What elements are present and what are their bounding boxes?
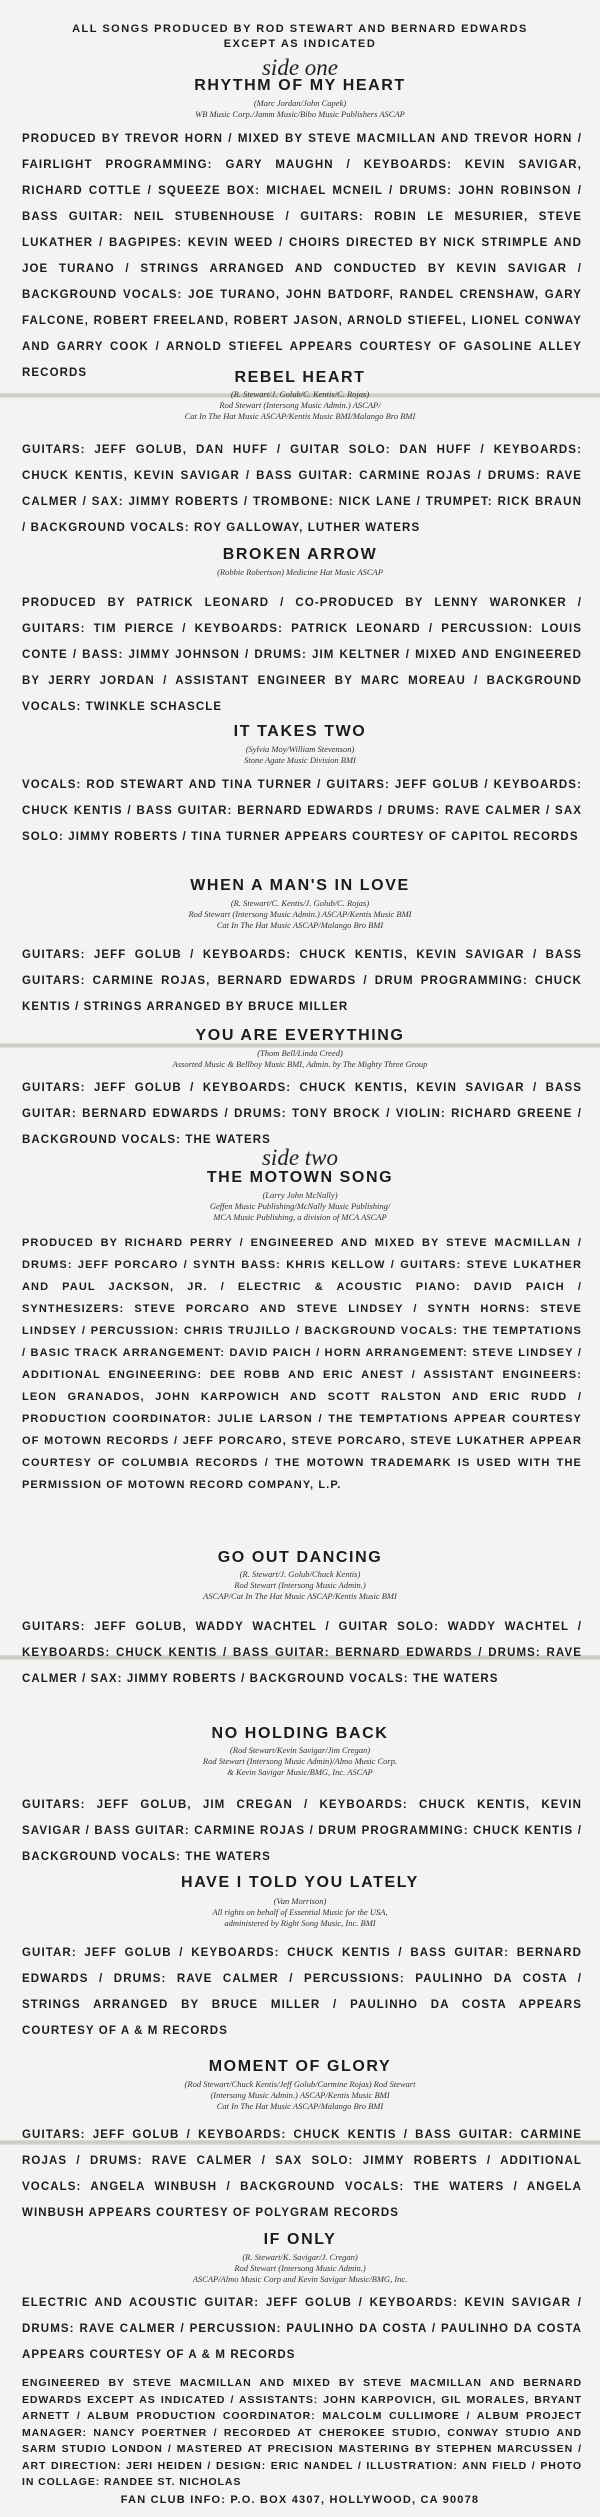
credit-line: (R. Stewart/K. Savigar/J. Cregan) [242, 2252, 358, 2262]
credit-line: (R. Stewart/J. Golub/C. Kentis/C. Rojas) [230, 389, 370, 399]
credit-line: (Rod Stewart/Kevin Savigar/Jim Cregan) [229, 1745, 371, 1755]
credit-line: & Kevin Savigar Music/BMG, Inc. ASCAP [227, 1767, 373, 1777]
credit-line: Cat In The Hat Music ASCAP/Kentis Music BMI/Malango Bro BMI [184, 411, 416, 421]
fan-club-info: FAN CLUB INFO: P.O. BOX 4307, HOLLYWOOD, CA 90078 [120, 2494, 480, 2506]
credit-line: (Robbie Robertson) Medicine Hat Music ASCAP [217, 567, 383, 577]
credit-line: (Rod Stewart/Chuck Kentis/Jeff Golub/Carmine Rojas) Rod Stewart [184, 2079, 416, 2089]
song-credits [80, 744, 520, 766]
credit-line: Assorted Music & Bellboy Music BMI, Admin. by The Mighty Three Group [172, 1059, 428, 1069]
credit-line: Cat In The Hat Music ASCAP/Malango Bro BMI [216, 2101, 384, 2111]
song-credits [80, 1569, 520, 1602]
credit-line: (Intersong Music Admin.) ASCAP/Kentis Music BMI [210, 2090, 390, 2100]
song-title: THE MOTOWN SONG [206, 1169, 394, 1186]
song-title: MOMENT OF GLORY [208, 2058, 392, 2075]
song-title: GO OUT DANCING [217, 1549, 383, 1566]
credit-line: (Van Morrison) [273, 1896, 327, 1906]
side-two-heading: side two [261, 1145, 339, 1170]
song-credits [80, 1190, 520, 1223]
song-title: REBEL HEART [234, 369, 366, 386]
credit-line: Rod Stewart (Intersong Music Admin.) [234, 1580, 366, 1590]
credit-line: (Thom Bell/Linda Creed) [257, 1048, 343, 1058]
song-title: HAVE I TOLD YOU LATELY [181, 1874, 419, 1891]
credit-line: ASCAP/Almo Music Corp and Kevin Savigar Music/BMG, Inc. [192, 2274, 408, 2284]
song-personnel: VOCALS: ROD STEWART AND TINA TURNER / GUITARS: JEFF GOLUB / KEYBOARDS: CHUCK KENTIS / BASS GUITAR: BERNARD EDWARDS / DRUMS: RAVE CALMER / SAX SOLO: JIMMY ROBERTS / TINA TURNER APPEARS COURTESY OF CAPITOL RECORDS [22, 779, 582, 843]
credit-line: Rod Stewart (Intersong Music Admin.) ASCAP/ [219, 400, 381, 410]
credit-line: (R. Stewart/J. Golub/Chuck Kentis) [239, 1569, 361, 1579]
song-personnel: PRODUCED BY TREVOR HORN / MIXED BY STEVE MACMILLAN AND TREVOR HORN / FAIRLIGHT PROGRAMMING: GARY MAUGHN / KEYBOARDS: KEVIN SAVIGAR, RICHARD COTTLE / SQUEEZE BOX: MICHAEL MCNEIL / DRUMS: JOHN ROBINSON / BASS GUITAR: NEIL STUBENHOUSE / GUITARS: ROBIN LE MESURIER, STEVE LUKATHER / BAGPIPES: KEVIN WEED / CHOIRS DIRECTED BY NICK STRIMPLE AND JOE TURANO / STRINGS ARRANGED AND CONDUCTED BY KEVIN SAVIGAR / BACKGROUND VOCALS: JOE TURANO, JOHN BATDORF, RANDEL CRENSHAW, GARY FALCONE, ROBERT FREELAND, ROBERT JASON, ARNOLD STIEFEL, LIONEL CONWAY AND GARRY COOK / ARNOLD STIEFEL APPEARS COURTESY OF GASOLINE ALLEY RECORDS [22, 133, 582, 379]
song-credits [80, 898, 520, 931]
credit-line: Rod Stewart (Intersong Music Admin)/Almo Music Corp. [202, 1756, 398, 1766]
song-title: YOU ARE EVERYTHING [195, 1027, 405, 1044]
song-personnel: ELECTRIC AND ACOUSTIC GUITAR: JEFF GOLUB / KEYBOARDS: KEVIN SAVIGAR / DRUMS: RAVE CALMER / PERCUSSION: PAULINHO DA COSTA / PAULINHO DA COSTA APPEARS COURTESY OF A & M RECORDS [22, 2297, 582, 2361]
song-personnel: PRODUCED BY PATRICK LEONARD / CO-PRODUCED BY LENNY WARONKER / GUITARS: TIM PIERCE / KEYBOARDS: PATRICK LEONARD / PERCUSSION: LOUIS CONTE / BASS: JIMMY JOHNSON / DRUMS: JIM KELTNER / MIXED AND ENGINEERED BY JERRY JORDAN / ASSISTANT ENGINEER BY MARC MOREAU / BACKGROUND VOCALS: TWINKLE SCHASCLE [22, 597, 582, 713]
song-personnel: GUITARS: JEFF GOLUB / KEYBOARDS: CHUCK KENTIS / BASS GUITAR: CARMINE ROJAS / DRUMS: RAVE CALMER / SAX SOLO: JIMMY ROBERTS / ADDITIONAL VOCALS: ANGELA WINBUSH / BACKGROUND VOCALS: THE WATERS / ANGELA WINBUSH APPEARS COURTESY OF POLYGRAM RECORDS [22, 2129, 582, 2219]
credit-line: Stone Agate Music Division BMI [244, 755, 356, 765]
credit-line: administered by Right Song Music, Inc. BMI [224, 1918, 376, 1928]
credit-line: (Marc Jordan/John Capek) [253, 98, 347, 108]
header-line-1: ALL SONGS PRODUCED BY ROD STEWART AND BERNARD EDWARDS [72, 23, 528, 35]
credit-line: Cat In The Hat Music ASCAP/Malango Bro BMI [216, 920, 384, 930]
song-title: WHEN A MAN'S IN LOVE [190, 877, 410, 894]
song-credits [80, 1745, 520, 1778]
song-credits [80, 1048, 520, 1070]
song-title: IT TAKES TWO [233, 723, 367, 740]
song-personnel: GUITARS: JEFF GOLUB / KEYBOARDS: CHUCK KENTIS, KEVIN SAVIGAR / BASS GUITAR: BERNARD EDWARDS / DRUMS: TONY BROCK / VIOLIN: RICHARD GREENE / BACKGROUND VOCALS: THE WATERS [22, 1082, 582, 1146]
credit-line: Geffen Music Publishing/McNally Music Publishing/ [209, 1201, 391, 1211]
credit-line: (Larry John McNally) [262, 1190, 338, 1200]
song-title: IF ONLY [263, 2231, 337, 2248]
credit-line: (Sylvia Moy/William Stevenson) [245, 744, 355, 754]
song-personnel: GUITARS: JEFF GOLUB, JIM CREGAN / KEYBOARDS: CHUCK KENTIS, KEVIN SAVIGAR / BASS GUITAR: CARMINE ROJAS / DRUM PROGRAMMING: CHUCK KENTIS / BACKGROUND VOCALS: THE WATERS [22, 1799, 582, 1863]
song-credits [80, 1896, 520, 1929]
header-line-2: EXCEPT AS INDICATED [223, 38, 377, 50]
credit-line: ASCAP/Cat In The Hat Music ASCAP/Kentis Music BMI [203, 1591, 397, 1601]
song-personnel: GUITARS: JEFF GOLUB, WADDY WACHTEL / GUITAR SOLO: WADDY WACHTEL / KEYBOARDS: CHUCK KENTIS / BASS GUITAR: BERNARD EDWARDS / DRUMS: RAVE CALMER / SAX: JIMMY ROBERTS / BACKGROUND VOCALS: THE WATERS [22, 1621, 582, 1685]
page-header [0, 22, 600, 52]
credit-line: MCA Music Publishing, a division of MCA ASCAP [213, 1212, 387, 1222]
credit-line: WB Music Corp./Jamm Music/Bibo Music Publishers ASCAP [195, 109, 405, 119]
production-credits: ENGINEERED BY STEVE MACMILLAN AND MIXED BY STEVE MACMILLAN AND BERNARD EDWARDS EXCEPT AS INDICATED / ASSISTANTS: JOHN KARPOVICH, GIL MORALES, BRYANT ARNETT / ALBUM PRODUCTION COORDINATOR: MALCOLM CULLIMORE / ALBUM PROJECT MANAGER: NANCY POERTNER / RECORDED AT CHEROKEE STUDIO, CONWAY STUDIO AND SARM STUDIO LONDON / MASTERED AT PRECISION MASTERING BY STEPHEN MARCUSSEN / ART DIRECTION: JERI HEIDEN / DESIGN: ERIC NANDEL / ILLUSTRATION: ANN FIELD / PHOTO IN COLLAGE: RANDEE ST. NICHOLAS [22, 2377, 582, 2488]
credit-line: All rights on behalf of Essential Music for the USA, [212, 1907, 388, 1917]
song-credits [80, 389, 520, 422]
song-personnel: GUITARS: JEFF GOLUB, DAN HUFF / GUITAR SOLO: DAN HUFF / KEYBOARDS: CHUCK KENTIS, KEVIN SAVIGAR / BASS GUITAR: CARMINE ROJAS / DRUMS: RAVE CALMER / SAX: JIMMY ROBERTS / TROMBONE: NICK LANE / TRUMPET: RICK BRAUN / BACKGROUND VOCALS: ROY GALLOWAY, LUTHER WATERS [22, 444, 582, 534]
song-credits [80, 98, 520, 120]
credit-line: (R. Stewart/C. Kentis/J. Golub/C. Rojas) [230, 898, 370, 908]
song-credits [80, 2079, 520, 2112]
song-title: RHYTHM OF MY HEART [194, 77, 406, 94]
credit-line: Rod Stewart (Intersong Music Admin.) [234, 2263, 366, 2273]
song-personnel: GUITAR: JEFF GOLUB / KEYBOARDS: CHUCK KENTIS / BASS GUITAR: BERNARD EDWARDS / DRUMS: RAVE CALMER / PERCUSSIONS: PAULINHO DA COSTA / STRINGS ARRANGED BY BRUCE MILLER / PAULINHO DA COSTA APPEARS COURTESY OF A & M RECORDS [22, 1947, 582, 2037]
credit-line: Rod Stewart (Intersong Music Admin.) ASCAP/Kentis Music BMI [188, 909, 412, 919]
song-title: BROKEN ARROW [222, 546, 378, 563]
song-personnel: GUITARS: JEFF GOLUB / KEYBOARDS: CHUCK KENTIS, KEVIN SAVIGAR / BASS GUITARS: CARMINE ROJAS, BERNARD EDWARDS / DRUM PROGRAMMING: CHUCK KENTIS / STRINGS ARRANGED BY BRUCE MILLER [22, 949, 582, 1013]
song-credits [80, 2252, 520, 2285]
song-title: NO HOLDING BACK [211, 1725, 389, 1742]
song-personnel: PRODUCED BY RICHARD PERRY / ENGINEERED AND MIXED BY STEVE MACMILLAN / DRUMS: JEFF PORCARO / SYNTH BASS: KHRIS KELLOW / GUITARS: STEVE LUKATHER AND PAUL JACKSON, JR. / ELECTRIC & ACOUSTIC PIANO: DAVID PAICH / SYNTHESIZERS: STEVE PORCARO AND STEVE LINDSEY / SYNTH HORNS: STEVE LINDSEY / PERCUSSION: CHRIS TRUJILLO / BACKGROUND VOCALS: THE TEMPTATIONS / BASIC TRACK ARRANGEMENT: DAVID PAICH / HORN ARRANGEMENT: STEVE LINDSEY / ADDITIONAL ENGINEERING: DEE ROBB AND ERIC ANEST / ASSISTANT ENGINEERS: LEON GRANADOS, JOHN KARPOWICH AND SCOTT RALSTON AND ERIC RUDD / PRODUCTION COORDINATOR: JULIE LARSON / THE TEMPTATIONS APPEAR COURTESY OF MOTOWN RECORDS / JEFF PORCARO, STEVE PORCARO, STEVE LUKATHER APPEAR COURTESY OF COLUMBIA RECORDS / THE MOTOWN TRADEMARK IS USED WITH THE PERMISSION OF MOTOWN RECORD COMPANY, L.P. [22, 1237, 582, 1491]
side-one-heading: side one [261, 55, 338, 80]
song-credits [80, 567, 520, 578]
